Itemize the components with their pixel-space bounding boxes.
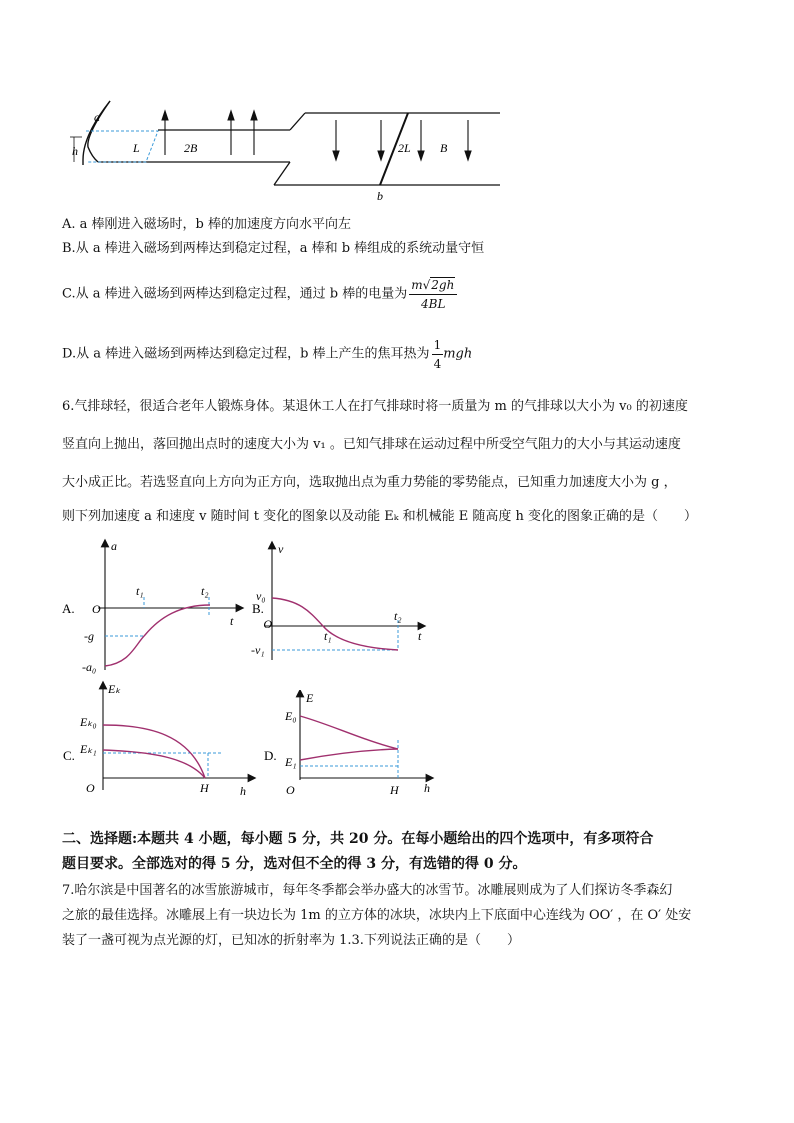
graph-a-t2: t₂	[201, 584, 209, 598]
graph-b-y-axis: v	[278, 542, 284, 556]
graph-a-x-axis: t	[230, 614, 234, 628]
graph-c-ek0: Eₖ₀	[80, 715, 97, 729]
graph-b-option: B.	[252, 601, 264, 616]
q5-option-b: B.从 a 棒进入磁场到两棒达到稳定过程，a 棒和 b 棒组成的系统动量守恒	[62, 241, 485, 256]
label-a: a	[94, 110, 100, 124]
q5-d-num: 1	[432, 336, 444, 355]
graph-b-x-axis: t	[418, 629, 422, 643]
q6-line-3: 大小成正比。若选竖直向上方向为正方向，选取抛出点为重力势能的零势能点，已知重力加速度大小为 g ，	[62, 475, 677, 490]
graph-c-x-axis: h	[240, 784, 246, 798]
q5-c-num-sqrt: 2gh	[431, 278, 455, 292]
q5-d-suffix: mgh	[443, 346, 473, 362]
magnetic-rails-figure	[68, 95, 508, 205]
section-2-line-1: 二、选择题:本题共 4 小题，每小题 5 分，共 20 分。在每小题给出的四个选项中，有多项符合	[62, 831, 654, 847]
graph-a-neg-g: -g	[84, 629, 94, 643]
q5-option-a: A. a 棒刚进入磁场时，b 棒的加速度方向水平向左	[62, 217, 351, 232]
q6-line-4: 则下列加速度 a 和速度 v 随时间 t 变化的图象以及动能 Eₖ 和机械能 E 随高度 h 变化的图象正确的是（ ）	[62, 509, 698, 524]
q5-c-fraction: $\frac{m√2gh}{4BL}$	[409, 276, 457, 313]
graph-c-origin: O	[86, 781, 95, 795]
graph-c-y-axis: Eₖ	[108, 682, 121, 696]
graph-a-y-axis: a	[111, 539, 117, 553]
q5-option-c	[62, 276, 457, 313]
label-b: b	[377, 189, 383, 203]
graph-b-origin: O	[263, 617, 272, 631]
q5-c-den: 4BL	[421, 297, 446, 311]
label-2L: 2L	[398, 141, 411, 155]
q7-line-1: 7.哈尔滨是中国著名的冰雪旅游城市，每年冬季都会举办盛大的冰雪节。冰雕展则成为了人们探访冬季森幻	[62, 883, 673, 898]
q5-option-d	[62, 336, 472, 373]
graph-b-t1: t₁	[324, 629, 332, 643]
label-h: h	[72, 144, 78, 158]
q5-d-fraction	[432, 336, 444, 373]
graph-c-H: H	[200, 781, 209, 795]
graph-d-y-axis: E	[306, 691, 314, 705]
q7-line-3: 装了一盏可视为点光源的灯，已知冰的折射率为 1.3.下列说法正确的是（ ）	[62, 933, 520, 948]
q5-d-den: 4	[433, 357, 442, 371]
graph-a-neg-a0: -a₀	[82, 660, 97, 674]
q6-line-2: 竖直向上抛出，落回抛出点时的速度大小为 v₁ 。已知气排球在运动过程中所受空气阻力的大小与其运动速度	[62, 437, 681, 452]
q5-option-d-text: D.从 a 棒进入磁场到两棒达到稳定过程，b 棒上产生的焦耳热为	[62, 346, 430, 362]
graph-c	[60, 680, 260, 805]
graph-b-v0: v₀	[256, 589, 266, 603]
graph-a	[60, 535, 250, 675]
graph-b-t2: t₂	[394, 609, 402, 623]
graph-d-option: D.	[264, 748, 277, 763]
graph-a-t1: t₁	[136, 584, 144, 598]
graph-b-neg-v1: -v₁	[251, 643, 265, 657]
graph-d	[262, 690, 442, 805]
graph-d-H: H	[390, 783, 399, 797]
q5-c-num-m: m	[411, 278, 423, 292]
label-B: B	[440, 141, 448, 155]
graph-d-origin: O	[286, 783, 295, 797]
q7-line-2: 之旅的最佳选择。冰雕展上有一块边长为 1m 的立方体的冰块，冰块内上下底面中心连线为 OO′ ，在 O′ 处安	[62, 908, 692, 923]
graph-b	[250, 540, 430, 665]
graph-a-option: A.	[62, 601, 75, 616]
q6-line-1: 6.气排球轻，很适合老年人锻炼身体。某退休工人在打气排球时将一质量为 m 的气排球以大小为 v₀ 的初速度	[62, 399, 688, 414]
section-2-line-2: 题目要求。全部选对的得 5 分，选对但不全的得 3 分，有选错的得 0 分。	[62, 856, 527, 872]
label-2B: 2B	[184, 141, 198, 155]
graph-d-e0: E₀	[285, 709, 297, 723]
graph-d-x-axis: h	[424, 781, 430, 795]
label-L: L	[133, 141, 140, 155]
graph-a-origin: O	[92, 602, 101, 616]
graph-c-ek1: Eₖ₁	[80, 742, 97, 756]
q5-option-c-text: C.从 a 棒进入磁场到两棒达到稳定过程，通过 b 棒的电量为	[62, 286, 408, 302]
graph-c-option: C.	[63, 748, 75, 763]
graph-d-e1: E₁	[285, 755, 297, 769]
